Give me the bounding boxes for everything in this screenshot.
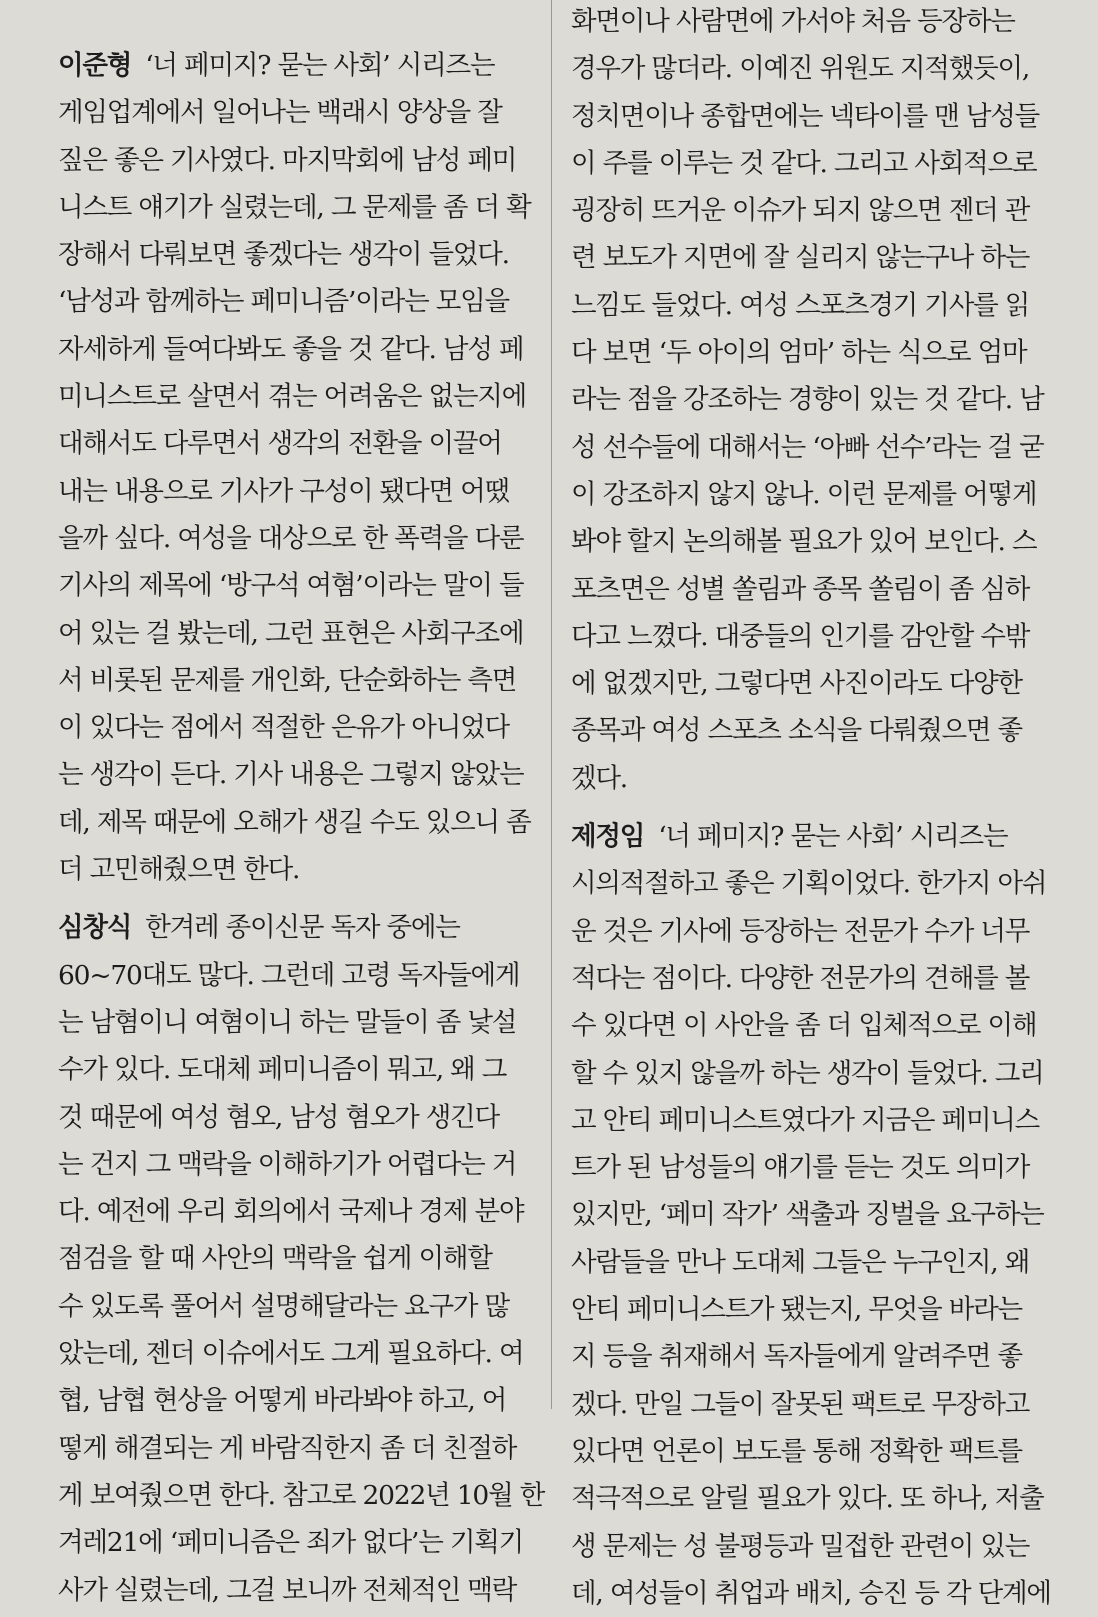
text-line: 다. 예전에 우리 회의에서 국제나 경제 분야	[58, 1196, 524, 1228]
text-line: 다 보면 ‘두 아이의 엄마’ 하는 식으로 엄마	[571, 337, 1027, 369]
text-line: 짚은 좋은 기사였다. 마지막회에 남성 페미	[58, 144, 517, 176]
text-line: 수가 있다. 도대체 페미니즘이 뭐고, 왜 그	[58, 1054, 507, 1086]
text-line: 내는 내용으로 기사가 구성이 됐다면 어땠	[58, 475, 509, 507]
text-line: 트가 된 남성들의 얘기를 듣는 것도 의미가	[571, 1152, 1030, 1184]
text-line: 게임업계에서 일어나는 백래시 양상을 잘	[58, 97, 502, 129]
text-line: 점검을 할 때 사안의 맥락을 쉽게 이해할	[58, 1243, 492, 1275]
text-line: 있지만, ‘페미 작가’ 색출과 징벌을 요구하는	[571, 1199, 1044, 1231]
text-line: 게 보여줬으면 한다. 참고로 2022년 10월 한	[58, 1479, 545, 1511]
speaker-name: 심창식	[58, 912, 132, 944]
text-line: 수 있다면 이 사안을 좀 더 입체적으로 이해	[571, 1010, 1037, 1042]
right-column	[571, 0, 1071, 1617]
text-line: 사가 실렸는데, 그걸 보니까 전체적인 맥락	[58, 1574, 517, 1606]
text-line: 이 있다는 점에서 적절한 은유가 아니었다	[58, 712, 509, 744]
column-divider	[551, 0, 552, 1409]
text-line: 화면이나 사람면에 가서야 처음 등장하는	[571, 6, 1015, 37]
text-line: 봐야 할지 논의해볼 필요가 있어 보인다. 스	[571, 526, 1037, 558]
text-line: 생 문제는 성 불평등과 밀접한 관련이 있는	[571, 1530, 1030, 1562]
text-line: 는 남혐이니 여혐이니 하는 말들이 좀 낯설	[58, 1006, 517, 1038]
text-line: 련 보도가 지면에 잘 실리지 않는구나 하는	[571, 242, 1030, 274]
text-line: 것 때문에 여성 혐오, 남성 혐오가 생긴다	[58, 1101, 499, 1133]
text-line: 할 수 있지 않을까 하는 생각이 들었다. 그리	[571, 1057, 1044, 1089]
text-line: 종목과 여성 스포츠 소식을 다뤄줬으면 좋	[571, 715, 1022, 747]
text-line: 라는 점을 강조하는 경향이 있는 것 같다. 남	[571, 384, 1044, 416]
text-line: 적극적으로 알릴 필요가 있다. 또 하나, 저출	[571, 1483, 1044, 1515]
text-line: 떻게 해결되는 게 바람직한지 좀 더 친절하	[58, 1432, 517, 1464]
text-line: 에 없겠지만, 그렇다면 사진이라도 다양한	[571, 668, 1022, 700]
text-line: 시의적절하고 좋은 기획이었다. 한가지 아쉬	[571, 868, 1047, 900]
text-line: 겠다.	[571, 762, 628, 794]
text-line: 서 비롯된 문제를 개인화, 단순화하는 측면	[58, 664, 517, 696]
text-line: 이준형 ‘너 페미지? 묻는 사회’ 시리즈는	[58, 50, 495, 81]
text-line: 굉장히 뜨거운 이슈가 되지 않으면 젠더 관	[571, 195, 1030, 227]
paragraph-continuation	[571, 0, 1071, 802]
text-line: 는 건지 그 맥락을 이해하기가 어렵다는 거	[58, 1148, 517, 1180]
text-line: 60~70대도 많다. 그런데 고령 독자들에게	[58, 959, 520, 991]
paragraph-gap	[58, 893, 536, 904]
text-line: 사람들을 만나 도대체 그들은 누구인지, 왜	[571, 1246, 1030, 1278]
text-line: 데, 여성들이 취업과 배치, 승진 등 각 단계에	[571, 1577, 1051, 1609]
paragraph-sim-changsik	[58, 904, 545, 1613]
text-line: 니스트 얘기가 실렸는데, 그 문제를 좀 더 확	[58, 191, 531, 223]
text-line: 더 고민해줬으면 한다.	[58, 854, 300, 886]
text-line: 경우가 많더라. 이예진 위원도 지적했듯이,	[571, 53, 1030, 85]
text-line: 운 것은 기사에 등장하는 전문가 수가 너무	[571, 915, 1030, 947]
speaker-name: 제정임	[571, 821, 645, 853]
text-line: 제정임 ‘너 페미지? 묻는 사회’ 시리즈는	[571, 821, 1008, 853]
text-line: 장해서 다뤄보면 좋겠다는 생각이 들었다.	[58, 239, 509, 271]
text-line: 겨레21에 ‘페미니즘은 죄가 없다’는 기획기	[58, 1527, 524, 1559]
text-line: 어 있는 걸 봤는데, 그런 표현은 사회구조에	[58, 617, 524, 649]
text-line: 대해서도 다루면서 생각의 전환을 이끌어	[58, 428, 502, 460]
text-line: 정치면이나 종합면에는 넥타이를 맨 남성들	[571, 100, 1040, 132]
text-line: 포츠면은 성별 쏠림과 종목 쏠림이 좀 심하	[571, 573, 1030, 605]
text-line: 있다면 언론이 보도를 통해 정확한 팩트를	[571, 1435, 1022, 1467]
text-line: 성 선수들에 대해서는 ‘아빠 선수’라는 걸 굳	[571, 431, 1044, 463]
text-line: 이 강조하지 않지 않나. 이런 문제를 어떻게	[571, 478, 1037, 510]
text-line: 느낌도 들었다. 여성 스포츠경기 기사를 읽	[571, 289, 1030, 321]
text-line: 안티 페미니스트가 됐는지, 무엇을 바라는	[571, 1294, 1022, 1326]
speaker-name: 이준형	[58, 50, 132, 81]
text-line: 기사의 제목에 ‘방구석 여혐’이라는 말이 들	[58, 570, 524, 602]
text-line: 미니스트로 살면서 겪는 어려움은 없는지에	[58, 381, 527, 413]
paragraph-lee-junhyung	[58, 42, 536, 893]
text-line: 자세하게 들여다봐도 좋을 것 같다. 남성 페	[58, 333, 524, 365]
text-line: 고 안티 페미니스트였다가 지금은 페미니스	[571, 1104, 1040, 1136]
paragraph-je-jeongim	[571, 813, 1071, 1617]
text-line: 수 있도록 풀어서 설명해달라는 요구가 많	[58, 1290, 509, 1322]
text-line: 다고 느꼈다. 대중들의 인기를 감안할 수밖	[571, 620, 1030, 652]
text-line: 데, 제목 때문에 오해가 생길 수도 있으니 좀	[58, 806, 531, 838]
text-line: 적다는 점이다. 다양한 전문가의 견해를 볼	[571, 962, 1030, 994]
text-line: 이 주를 이루는 것 같다. 그리고 사회적으로	[571, 147, 1037, 179]
left-column	[58, 42, 545, 1614]
text-line: 지 등을 취재해서 독자들에게 알려주면 좋	[571, 1341, 1022, 1373]
text-line: 심창식 한겨레 종이신문 독자 중에는	[58, 912, 460, 944]
text-line: 겠다. 만일 그들이 잘못된 팩트로 무장하고	[571, 1388, 1030, 1420]
text-line: 았는데, 젠더 이슈에서도 그게 필요하다. 여	[58, 1338, 524, 1370]
text-line: 는 생각이 든다. 기사 내용은 그렇지 않았는	[58, 759, 524, 791]
paragraph-gap	[571, 802, 1071, 813]
text-line: 협, 남협 현상을 어떻게 바라봐야 하고, 어	[58, 1385, 507, 1417]
text-line: 을까 싶다. 여성을 대상으로 한 폭력을 다룬	[58, 522, 524, 554]
text-line: ‘남성과 함께하는 페미니즘’이라는 모임을	[58, 286, 509, 318]
